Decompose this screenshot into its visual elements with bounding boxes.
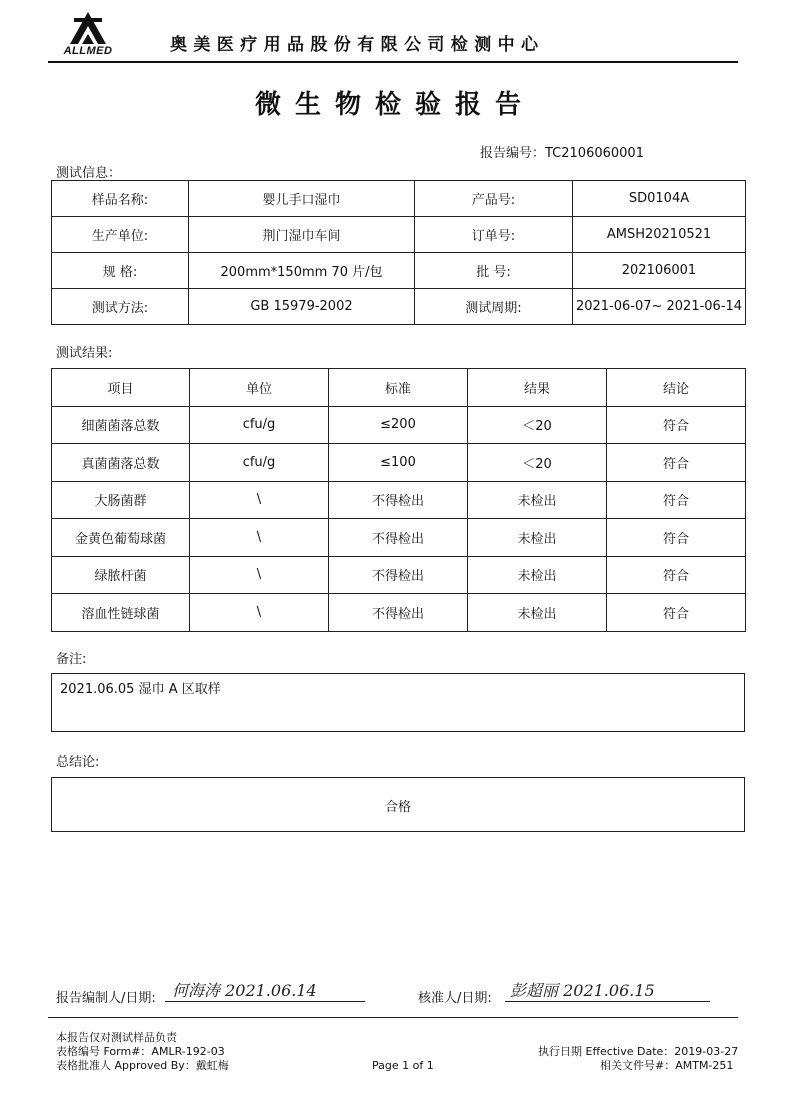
- results-cell: \: [190, 481, 329, 519]
- test-info-label: 测试信息：: [56, 166, 122, 181]
- info-field-value: AMSH20210521: [573, 217, 746, 253]
- info-field-value: GB 15979-2002: [189, 289, 415, 325]
- approver-signature-line: [505, 1001, 710, 1002]
- results-column-header: 结论: [607, 369, 746, 407]
- info-field-label: 生产单位:: [52, 217, 189, 253]
- footer-form-number: 表格编号 Form#：AMLR-192-03: [56, 1045, 225, 1058]
- test-results-label: 测试结果:: [56, 346, 113, 361]
- info-field-value: 200mm*150mm 70 片/包: [189, 253, 415, 289]
- info-field-label: 产品号:: [415, 181, 573, 217]
- results-cell: \: [190, 556, 329, 594]
- info-field-value: 202106001: [573, 253, 746, 289]
- results-cell: 符合: [607, 594, 746, 632]
- compiler-label: 报告编制人/日期:: [56, 991, 156, 1006]
- results-cell: cfu/g: [190, 444, 329, 482]
- info-row: [52, 181, 746, 217]
- results-cell: 不得检出: [329, 519, 468, 557]
- info-field-value: SD0104A: [573, 181, 746, 217]
- results-row: [52, 406, 746, 444]
- results-cell: ＜20: [468, 444, 607, 482]
- results-cell: 大肠菌群: [52, 481, 190, 519]
- results-cell: 未检出: [468, 481, 607, 519]
- logo-mark-icon: [48, 10, 128, 46]
- conclusion-box: [51, 777, 745, 832]
- results-cell: 细菌菌落总数: [52, 406, 190, 444]
- conclusion-text: 合格: [384, 800, 411, 815]
- info-field-label: 批 号:: [415, 253, 573, 289]
- results-cell: 溶血性链球菌: [52, 594, 190, 632]
- report-number: 报告编号：TC2106060001: [480, 146, 644, 161]
- info-field-value: 荆门湿巾车间: [189, 217, 415, 253]
- footer-related-doc: 相关文件号#：AMTM-251: [600, 1059, 734, 1072]
- footer-divider: [48, 1017, 738, 1018]
- info-row: [52, 253, 746, 289]
- results-cell: 绿脓杆菌: [52, 556, 190, 594]
- results-cell: \: [190, 594, 329, 632]
- footer-disclaimer: 本报告仅对测试样品负责: [56, 1031, 177, 1044]
- info-row: [52, 217, 746, 253]
- remarks-text: 2021.06.05 湿巾 A 区取样: [60, 682, 221, 697]
- info-row: [52, 289, 746, 325]
- results-row: [52, 556, 746, 594]
- approver-signature: 彭超丽 2021.06.15: [510, 981, 655, 1000]
- footer-approved-by: 表格批准人 Approved By：戴虹梅: [56, 1059, 229, 1072]
- results-column-header: 单位: [190, 369, 329, 407]
- results-cell: 不得检出: [329, 594, 468, 632]
- info-field-label: 测试周期:: [415, 289, 573, 325]
- compiler-signature-line: [165, 1001, 365, 1002]
- results-row: [52, 594, 746, 632]
- footer-page-number: Page 1 of 1: [372, 1059, 434, 1072]
- test-info-table: [51, 180, 746, 325]
- info-field-value: 婴儿手口湿巾: [189, 181, 415, 217]
- results-cell: ≤200: [329, 406, 468, 444]
- footer-effective-date: 执行日期 Effective Date：2019-03-27: [538, 1045, 739, 1058]
- results-cell: 未检出: [468, 556, 607, 594]
- results-cell: 符合: [607, 444, 746, 482]
- info-field-value: 2021-06-07~ 2021-06-14: [573, 289, 746, 325]
- test-results-table: [51, 368, 746, 632]
- results-cell: \: [190, 519, 329, 557]
- results-cell: 未检出: [468, 519, 607, 557]
- results-cell: 符合: [607, 556, 746, 594]
- results-cell: 不得检出: [329, 481, 468, 519]
- results-cell: 符合: [607, 406, 746, 444]
- approver-label: 核准人/日期:: [418, 991, 492, 1006]
- info-field-label: 规 格:: [52, 253, 189, 289]
- results-cell: 不得检出: [329, 556, 468, 594]
- remarks-box: [51, 673, 745, 732]
- results-header-row: [52, 369, 746, 407]
- results-row: [52, 519, 746, 557]
- info-field-label: 测试方法:: [52, 289, 189, 325]
- results-cell: 未检出: [468, 594, 607, 632]
- conclusion-label: 总结论:: [56, 755, 100, 770]
- compiler-signature: 何海涛 2021.06.14: [172, 981, 317, 1000]
- header-divider: [48, 61, 738, 63]
- results-cell: 金黄色葡萄球菌: [52, 519, 190, 557]
- results-row: [52, 444, 746, 482]
- results-cell: cfu/g: [190, 406, 329, 444]
- results-column-header: 标准: [329, 369, 468, 407]
- results-column-header: 项目: [52, 369, 190, 407]
- results-cell: 符合: [607, 481, 746, 519]
- results-cell: 真菌菌落总数: [52, 444, 190, 482]
- results-cell: 符合: [607, 519, 746, 557]
- logo-text: ALLMED: [63, 45, 113, 57]
- company-name: 奥美医疗用品股份有限公司检测中心: [170, 35, 545, 55]
- info-field-label: 样品名称:: [52, 181, 189, 217]
- info-field-label: 订单号:: [415, 217, 573, 253]
- results-cell: ≤100: [329, 444, 468, 482]
- company-logo: [48, 10, 128, 58]
- report-title: 微生物检验报告: [254, 90, 535, 120]
- results-row: [52, 481, 746, 519]
- results-column-header: 结果: [468, 369, 607, 407]
- remarks-label: 备注:: [56, 652, 87, 667]
- results-cell: ＜20: [468, 406, 607, 444]
